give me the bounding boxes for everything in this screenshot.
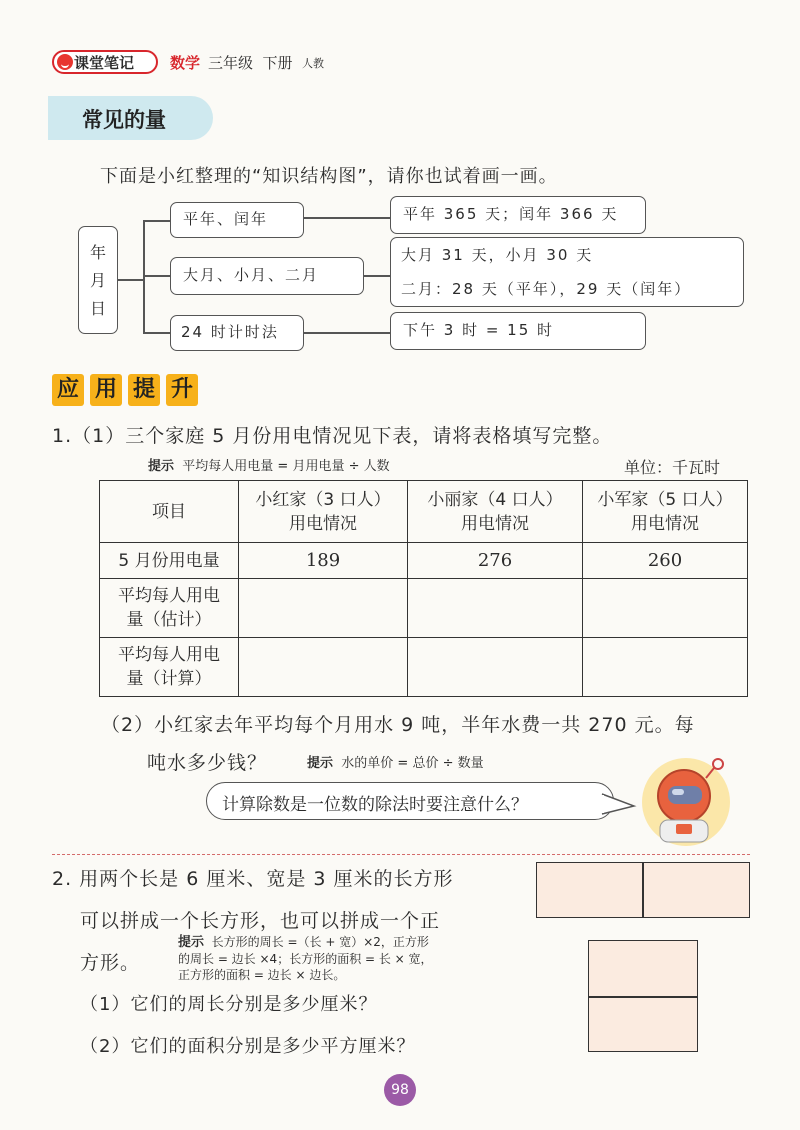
robot-mascot-icon (638, 752, 738, 848)
intro-text: 下面是小红整理的“知识结构图”，请你也试着画一画。 (100, 166, 558, 187)
hint-3: 提示 长方形的周长 =（长 + 宽）×2，正方形 的周长 = 边长 ×4；长方形的面积 = 长 × 宽， 正方形的面积 = 边长 × 边长。 (178, 935, 433, 982)
answer-cell[interactable] (239, 638, 408, 697)
section-title: 常见的量 (82, 108, 166, 132)
table-corner: 项目 (100, 481, 239, 543)
branch-leap-year: 平年、闰年 (170, 202, 304, 238)
unit-label: 单位：千瓦时 (624, 458, 721, 477)
branch-months: 大月、小月、二月 (170, 257, 364, 295)
table-row: 平均每人用电 量（计算） (100, 638, 748, 697)
question-2-sub-2: （2）它们的面积分别是多少平方厘米？ (80, 1036, 416, 1057)
connector (143, 275, 170, 277)
answer-cell[interactable] (239, 579, 408, 638)
question-1-part-2: （2）小红家去年平均每个月用水 9 吨，半年水费一共 270 元。每 (101, 714, 695, 736)
connector (143, 220, 145, 333)
edition-label: 人教 (302, 57, 324, 70)
question-2-line-3: 方形。 (80, 952, 141, 974)
apply-section-title: 应 用 提 升 (52, 374, 202, 410)
connector (304, 332, 390, 334)
electricity-table (99, 480, 748, 697)
branch-24h: 24 时计时法 (170, 315, 304, 351)
connector (364, 275, 390, 277)
brand-name: 课堂笔记 (74, 54, 135, 72)
rectangle-divider (642, 862, 644, 918)
question-2-line-1: 2. 用两个长是 6 厘米、宽是 3 厘米的长方形 (52, 868, 454, 890)
connector (143, 332, 170, 334)
bubble-text: 计算除数是一位数的除法时要注意什么？ (222, 795, 528, 815)
page-number: 98 (384, 1074, 416, 1106)
question-2-line-2: 可以拼成一个长方形，也可以拼成一个正 (80, 910, 441, 932)
detail-leap-year: 平年 365 天；闰年 366 天 (390, 196, 646, 234)
detail-24h: 下午 3 时 = 15 时 (390, 312, 646, 350)
answer-cell[interactable] (583, 638, 748, 697)
column-header: 小红家（3 口人） 用电情况 (239, 481, 408, 543)
column-header: 小丽家（4 口人） 用电情况 (408, 481, 583, 543)
connector (143, 220, 170, 222)
answer-cell[interactable] (408, 638, 583, 697)
diagram-root: 年 月 日 (78, 226, 118, 334)
hint-2: 提示 水的单价 = 总价 ÷ 数量 (307, 756, 484, 771)
column-header: 小军家（5 口人） 用电情况 (583, 481, 748, 543)
question-1-stem: 1.（1）三个家庭 5 月份用电情况见下表，请将表格填写完整。 (52, 425, 613, 447)
subject-label: 数学 (170, 54, 201, 72)
question-2-sub-1: （1）它们的周长分别是多少厘米？ (80, 994, 378, 1015)
hint-1: 提示 平均每人用电量 = 月用电量 ÷ 人数 (148, 459, 390, 474)
connector (304, 217, 390, 219)
answer-cell[interactable] (583, 579, 748, 638)
bubble-tail (600, 788, 640, 818)
divider (52, 854, 750, 855)
answer-cell[interactable] (408, 579, 583, 638)
connector (118, 279, 144, 281)
detail-months: 大月 31 天，小月 30 天 二月：28 天（平年），29 天（闰年） (390, 237, 744, 307)
grade-label: 三年级 下册 (208, 54, 293, 72)
square-divider (588, 996, 698, 998)
smile-icon (57, 54, 73, 70)
table-row: 平均每人用电 量（估计） (100, 579, 748, 638)
table-row: 5 月份用电量 189 276 260 (100, 543, 748, 579)
question-1-part-2-cont: 吨水多少钱？ (147, 752, 268, 774)
